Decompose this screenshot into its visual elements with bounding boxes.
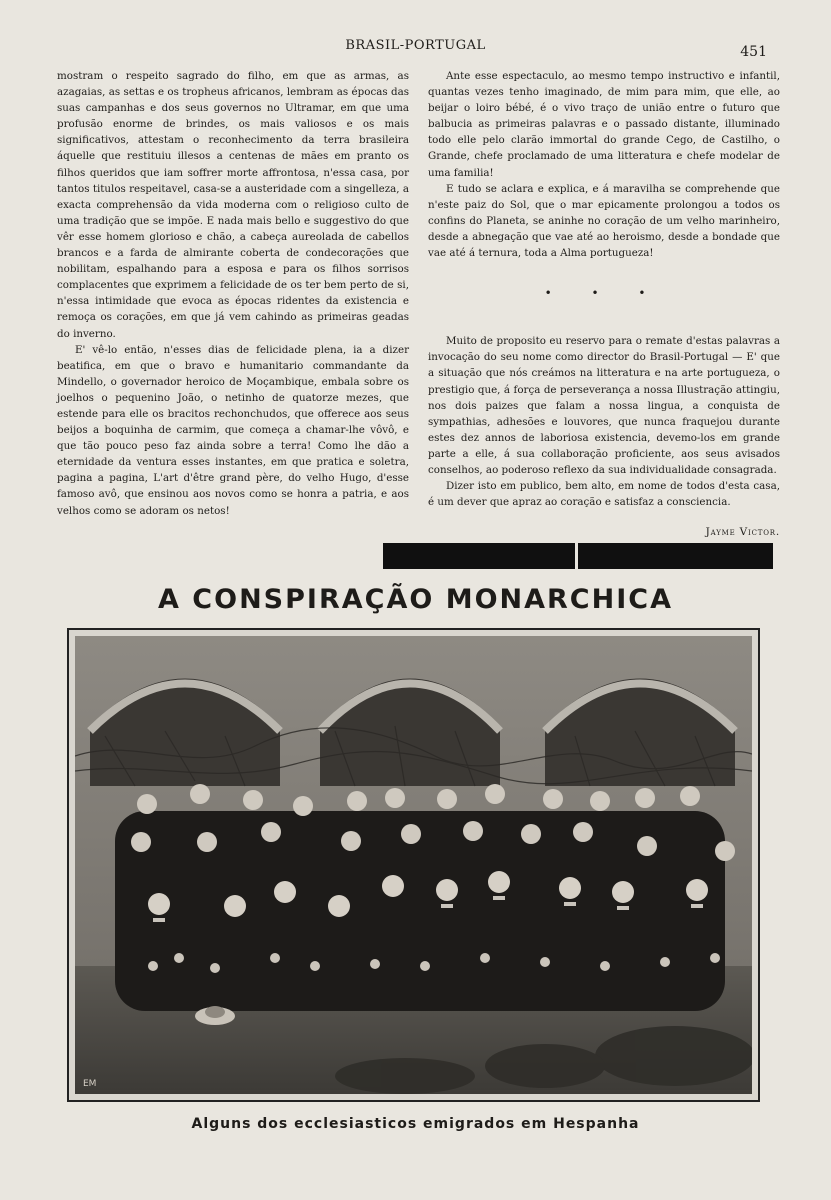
group-photograph (75, 636, 752, 1094)
photo-monogram: EM (83, 1079, 97, 1089)
article-right-column (428, 68, 780, 540)
article-paragraph: Muito de proposito eu reservo para o remate d'estas palavras a invocação do seu nome como director do Brasil-Portugal — E' que a situação que nós creámos na litteratura e na arte portugueza, o prestigio que, á força de perseverança a nossa Illustração attingiu, nos dois paizes que falam a nossa lingua, a conquista de sympathias, adhesões e louvores, que nunca fraquejou durante estes dez annos de laboriosa existencia, devemo-los em grande parte a elle, á sua collaboração proficiente, aos seus avisados conselhos, ao poderoso reflexo da sua individualidade consagrada. (428, 335, 780, 476)
article-paragraph: E' vê-lo então, n'esses dias de felicidade plena, ia a dizer beatifica, em que o bravo e humanitario commandante da Mindello, o governador heroico de Moçambique, embala sobre os joelhos o pequenino João, o netinho de quatorze mezes, que estende para elle os bracitos rechonchudos, que offerece aos seus beijos a boquinha de carmim, que começa a chamar-lhe vôvô, e que tão pouco peso faz ainda sobre a terra! Como lhe dão a eternidade da ventura esses instantes, em que pratica e soletra, pagina a pagina, L'art d'être grand père, do velho Hugo, d'esse famoso avô, que ensinou aos novos como se honra a patria, e aos velhos como se adoram os netos! (57, 343, 409, 517)
author-signature: Jayme Victor. (705, 526, 780, 539)
article-left-column (57, 68, 409, 519)
running-title: BRASIL-PORTUGAL (345, 38, 486, 53)
feature-headline: A CONSPIRAÇÃO MONARCHICA (158, 584, 673, 615)
article-paragraph: Ante esse espectaculo, ao mesmo tempo instructivo e infantil, quantas vezes tenho imaginado, de mim para mim, que elle, ao beijar o loiro bébé, é o vivo traço de união entre o futuro que balbucia as primeiras palavras e o passado distante, illuminado todo elle pelo clarão immortal do grande Cego, de Castilho, o Grande, chefe proclamado de uma litteratura e chefe modelar de uma familia! (428, 70, 780, 179)
article-paragraph: E tudo se aclara e explica, e á maravilha se comprehende que n'este paiz do Sol, que o mar epicamente prolongou a todos os confins do Planeta, se aninhe no coração de um velho marinheiro, desde a abnegação que vae até ao heroismo, desde a bondade que vae até á ternura, toda a Alma portugueza! (428, 182, 780, 260)
article-paragraph: Dizer isto em publico, bem alto, em nome de todos d'esta casa, é um dever que apraz ao coração e satisfaz a consciencia. (428, 480, 780, 509)
photo-caption: Alguns dos ecclesiasticos emigrados em Hespanha (191, 1116, 640, 1132)
page-number: 451 (740, 44, 767, 60)
group-photograph-frame (67, 628, 760, 1102)
section-ornament: • • • (544, 286, 664, 301)
article-paragraph: mostram o respeito sagrado do filho, em que as armas, as azagaias, as settas e os tropheus africanos, lembram as épocas das suas campanhas e dos seus governos no Ultramar, em que uma profusão enorme de brindes, os mais valiosos e os mais significativos, attestam o reconhecimento da terra brasileira áquelle que restituiu illesos a centenas de mães em pranto os filhos queridos que iam soffrer morte affrontosa, n'essa casa, por tantos titulos respeitavel, casa-se a austeridade com a singelleza, a exacta comprehensão da vida moderna com o religioso culto de uma tradição que se impõe. E nada mais bello e suggestivo do que vêr esse homem glorioso e chão, a cabeça aureolada de cabellos brancos e a farda de almirante coberta de condecorações que nobilitam, espalhando para a esposa e para os filhos sorrisos complacentes que exprimem a felicidade de os ter bem perto de si, n'essa intimidade que evoca as épocas ridentes da existencia e remoça os corações, em que já vem cahindo as primeiras geadas do inverno. (57, 70, 409, 340)
decorative-rule (383, 543, 773, 569)
